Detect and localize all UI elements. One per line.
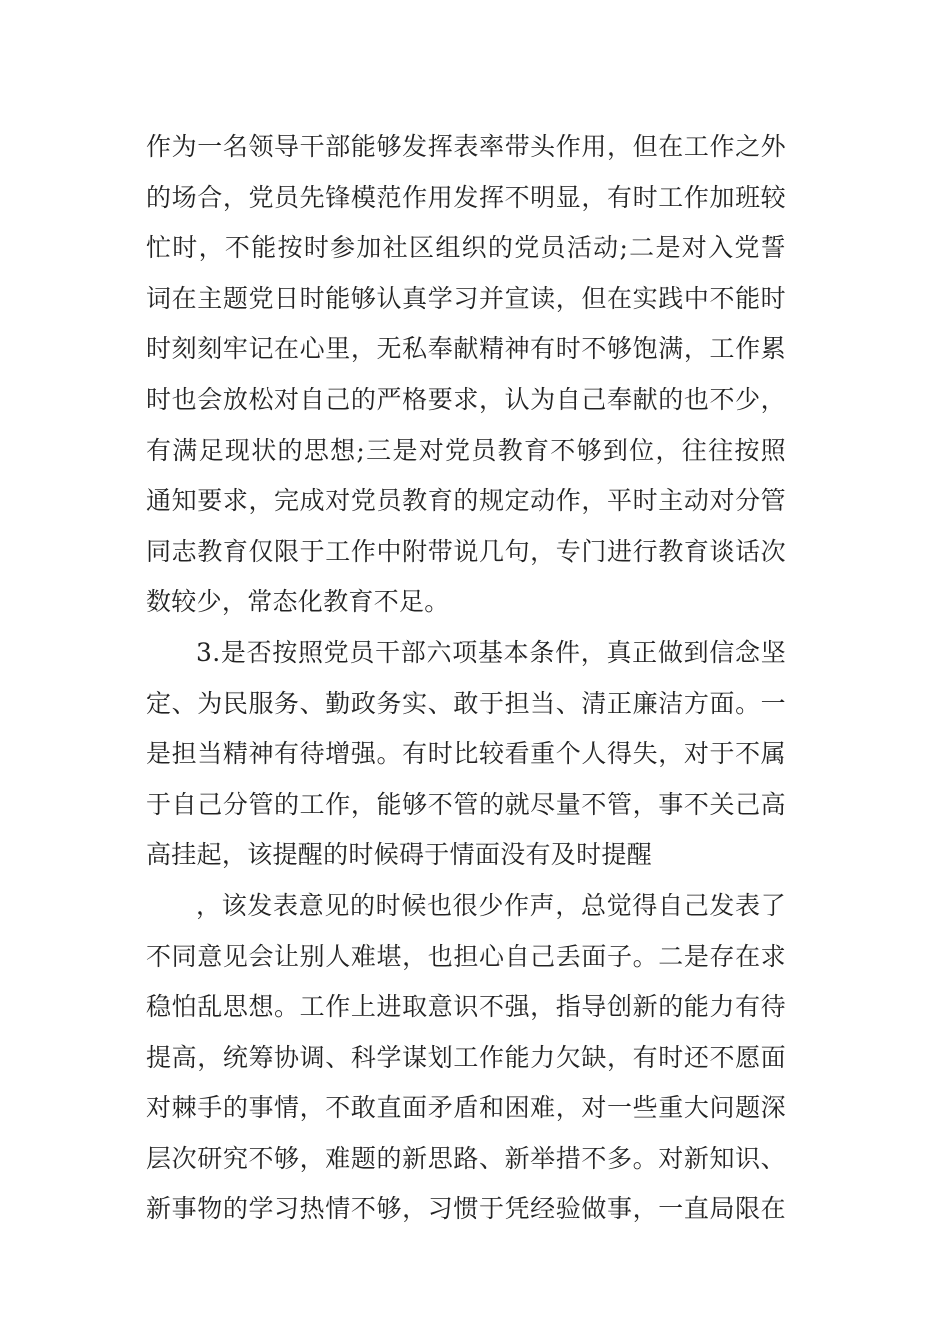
document-body [146,122,786,1235]
text-line: 提高，统筹协调、科学谋划工作能力欠缺，有时还不愿面 [146,1042,786,1072]
text-line: 有满足现状的思想;三是对党员教育不够到位，往往按照 [146,435,786,465]
text-line: 词在主题党日时能够认真学习并宣读，但在实践中不能时 [146,283,786,313]
text-line: 3.是否按照党员干部六项基本条件，真正做到信念坚 [196,637,786,667]
text-line: 不同意见会让别人难堪，也担心自己丢面子。二是存在求 [146,941,786,971]
text-line: 作为一名领导干部能够发挥表率带头作用，但在工作之外 [146,132,786,161]
text-line: 稳怕乱思想。工作上进取意识不强，指导创新的能力有待 [146,992,786,1022]
text-line: 新事物的学习热情不够，习惯于凭经验做事，一直局限在 [146,1194,786,1224]
text-line: 忙时，不能按时参加社区组织的党员活动;二是对入党誓 [146,233,786,263]
text-line: 同志教育仅限于工作中附带说几句，专门进行教育谈话次 [146,536,786,566]
text-line: 通知要求，完成对党员教育的规定动作，平时主动对分管 [146,486,786,516]
text-line: ，该发表意见的时候也很少作声，总觉得自己发表了 [196,890,786,920]
text-line: 高挂起，该提醒的时候碍于情面没有及时提醒 [146,840,653,870]
text-line: 时刻刻牢记在心里，无私奉献精神有时不够饱满，工作累 [146,334,786,364]
text-line: 是担当精神有待增强。有时比较看重个人得失，对于不属 [146,739,786,769]
paragraph-1 [146,122,786,628]
text-line: 层次研究不够，难题的新思路、新举措不多。对新知识、 [146,1143,786,1173]
text-line: 对棘手的事情，不敢直面矛盾和困难，对一些重大问题深 [146,1093,786,1123]
text-line: 时也会放松对自己的严格要求，认为自己奉献的也不少， [146,384,786,414]
paragraph-3 [146,881,786,1235]
text-line: 定、为民服务、勤政务实、敢于担当、清正廉洁方面。一 [146,688,786,718]
text-line: 于自己分管的工作，能够不管的就尽量不管，事不关己高 [146,789,786,819]
text-line: 的场合，党员先锋模范作用发挥不明显，有时工作加班较 [146,182,786,212]
text-line: 数较少，常态化教育不足。 [146,587,450,617]
paragraph-2 [146,628,786,881]
